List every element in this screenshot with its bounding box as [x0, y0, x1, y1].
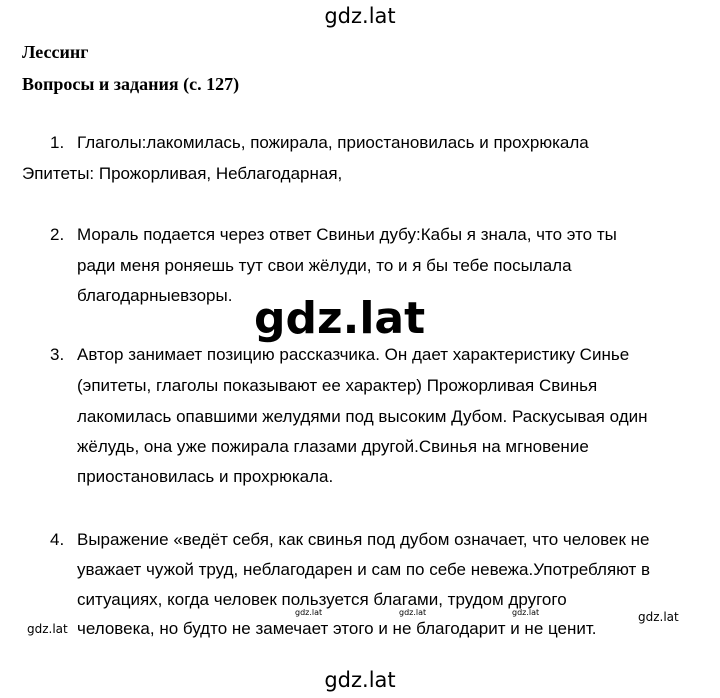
item-3-line: Автор занимает позицию рассказчика. Он дает характеристику Синье	[77, 345, 630, 364]
item-4-line: человека, но будто не замечает этого и не благодарит и не ценит.	[77, 619, 597, 638]
item-2-number: 2.	[50, 225, 65, 244]
watermark-tiny: gdz.lat	[399, 608, 427, 617]
item-3-line: лакомилась опавшими желудями под высоким Дубом. Раскусывая один	[77, 407, 648, 426]
document-section-title: Вопросы и задания (с. 127)	[22, 74, 240, 94]
watermark-tiny: gdz.lat	[295, 608, 323, 617]
item-3-line: (эпитеты, глаголы показывают ее характер) Прожорливая Свинья	[77, 376, 598, 395]
item-3-line: жёлудь, она уже пожирала глазами другой.Свинья на мгновение	[77, 437, 589, 456]
item-2-line: благодарныевзоры.	[77, 286, 233, 305]
item-4-number: 4.	[50, 530, 65, 549]
watermark-top: gdz.lat	[324, 4, 396, 28]
item-3-number: 3.	[50, 345, 65, 364]
watermark-right: gdz.lat	[638, 610, 679, 624]
watermark-left: gdz.lat	[27, 622, 68, 636]
watermark-tiny: gdz.lat	[512, 608, 540, 617]
item-4-line: Выражение «ведёт себя, как свинья под дубом означает, что человек не	[77, 530, 650, 549]
item-1-line: Эпитеты: Прожорливая, Неблагодарная,	[22, 164, 343, 183]
watermark-middle: gdz.lat	[254, 293, 426, 344]
document-author: Лессинг	[22, 42, 89, 62]
item-4-line: уважает чужой труд, неблагодарен и сам по себе невежа.Употребляют в	[77, 560, 651, 579]
item-1-line: Глаголы:лакомилась, пожирала, приостановилась и прохрюкала	[77, 133, 589, 152]
item-2-line: ради меня роняешь тут свои жёлуди, то и я бы тебе посылала	[77, 256, 572, 275]
watermark-bottom: gdz.lat	[324, 668, 396, 692]
item-2-line: Мораль подается через ответ Свиньи дубу:Кабы я знала, что это ты	[77, 225, 617, 244]
item-3-line: приостановилась и прохрюкала.	[77, 467, 334, 486]
item-1-number: 1.	[50, 133, 65, 152]
item-4-line: ситуациях, когда человек пользуется благами, трудом другого	[77, 590, 567, 609]
